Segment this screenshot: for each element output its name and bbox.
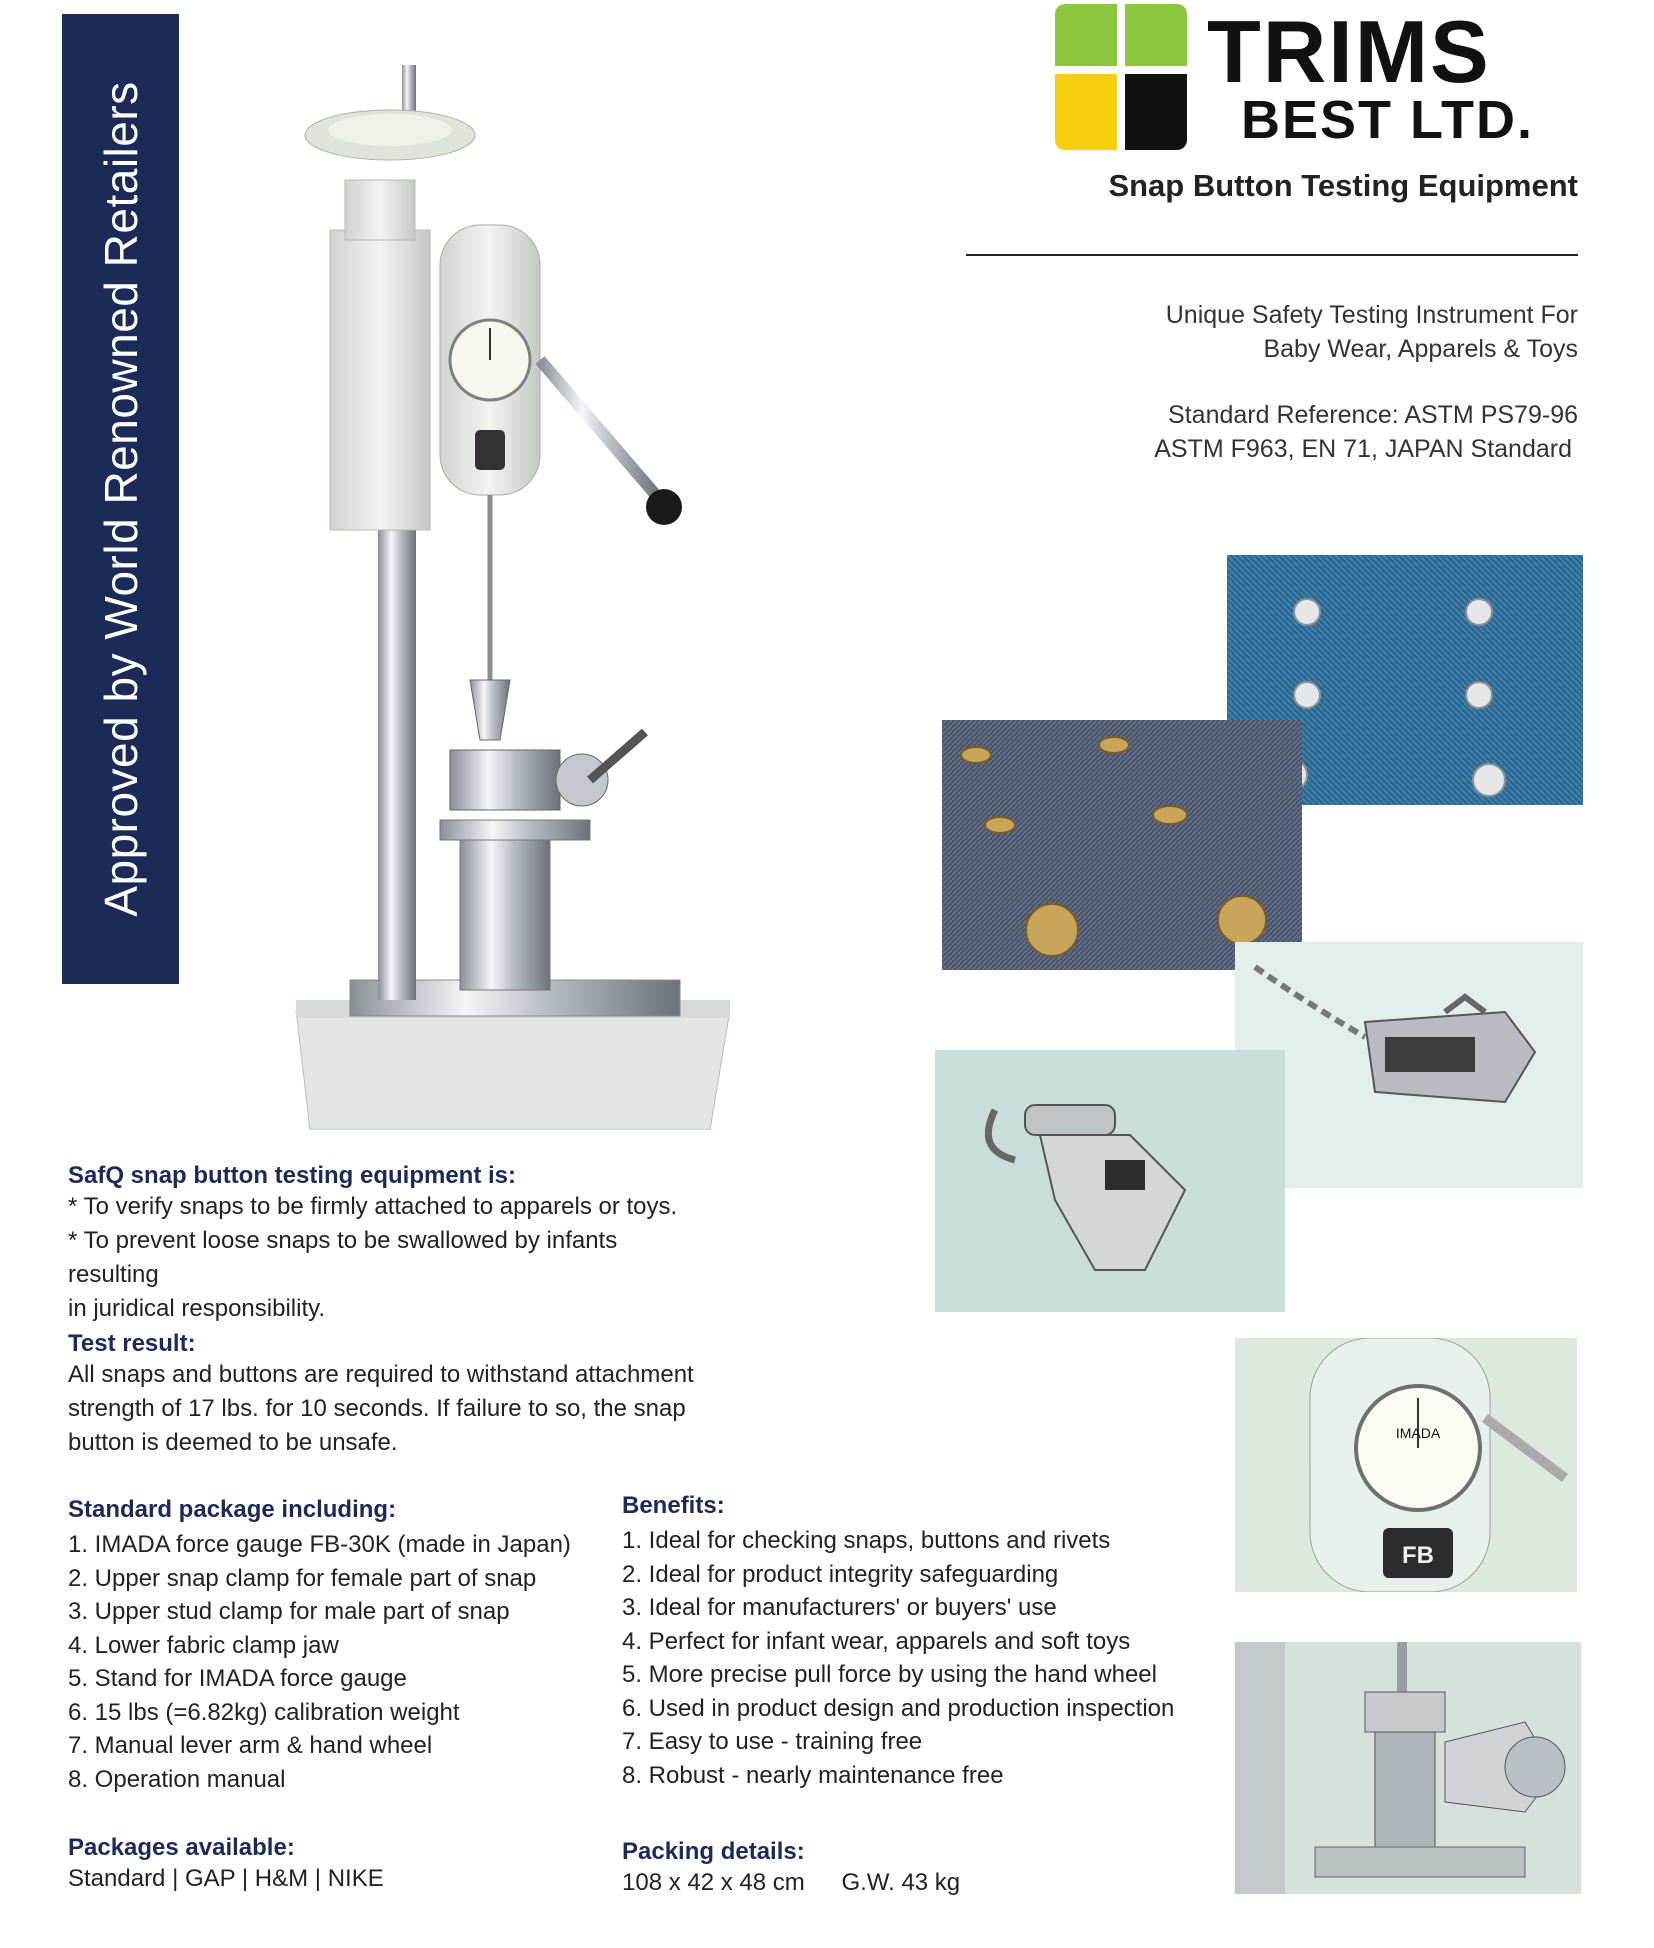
packing-details-values	[622, 1866, 960, 1900]
benefits-heading: Benefits:	[622, 1492, 725, 1519]
benefit-item: 3. Ideal for manufacturers' or buyers' use	[622, 1594, 1057, 1621]
benefits-section	[622, 1492, 1182, 1792]
rivets-graphic	[942, 720, 1302, 970]
clamp-assembly-graphic	[1235, 1642, 1581, 1894]
snap-clamp-photo	[935, 1050, 1285, 1312]
fabric-clamp-graphic	[1235, 942, 1583, 1188]
standard-line-2: ASTM F963, EN 71, JAPAN Standard	[1154, 435, 1572, 463]
header-divider	[966, 254, 1578, 256]
packing-dimensions: 108 x 42 x 48 cm	[622, 1869, 805, 1896]
packing-details-heading: Packing details:	[622, 1838, 805, 1865]
fabric-clamp-photo	[1235, 942, 1583, 1188]
intro-line-2: * To prevent loose snaps to be swallowed by infants resulting	[68, 1227, 618, 1288]
benefit-item: 1. Ideal for checking snaps, buttons and rivets	[622, 1527, 1111, 1554]
package-item: 8. Operation manual	[68, 1765, 286, 1793]
test-result-line-3: button is deemed to be unsafe.	[68, 1429, 398, 1456]
logo-title: TRIMS	[1207, 2, 1491, 101]
snap-clamp-graphic	[935, 1050, 1285, 1312]
package-section	[68, 1496, 608, 1796]
logo-subtitle: BEST LTD.	[1241, 90, 1534, 150]
logo-green-square-right	[1125, 4, 1187, 66]
package-item: 6. 15 lbs (=6.82kg) calibration weight	[68, 1698, 460, 1726]
package-item: 2. Upper snap clamp for female part of snap	[68, 1564, 537, 1592]
intro-line-1: * To verify snaps to be firmly attached to apparels or toys.	[68, 1193, 678, 1220]
packing-weight: G.W. 43 kg	[841, 1869, 961, 1896]
gauge-brand-text: IMADA	[1395, 1425, 1441, 1441]
package-item: 3. Upper stud clamp for male part of snap	[68, 1598, 510, 1625]
packages-available-heading: Packages available:	[68, 1834, 295, 1861]
package-item: 1. IMADA force gauge FB-30K (made in Japan)	[68, 1531, 571, 1558]
banner-text: Approved by World Renowned Retailers	[94, 81, 147, 917]
packing-details-section	[622, 1838, 960, 1900]
test-result-line-2: strength of 17 lbs. for 10 seconds. If failure to so, the snap	[68, 1395, 686, 1422]
tagline-line-2: Baby Wear, Apparels & Toys	[1263, 335, 1578, 363]
force-gauge-closeup-photo	[1235, 1338, 1577, 1592]
package-item: 7. Manual lever arm & hand wheel	[68, 1732, 433, 1759]
intro-line-3: in juridical responsibility.	[68, 1295, 325, 1322]
logo-black-square	[1125, 74, 1187, 150]
vertical-banner	[62, 14, 179, 984]
intro-heading: SafQ snap button testing equipment is:	[68, 1162, 517, 1189]
tagline	[1166, 298, 1578, 366]
standard-reference	[1154, 398, 1578, 466]
clamp-assembly-photo	[1235, 1642, 1581, 1894]
intro-section	[68, 1162, 708, 1326]
standard-line-1: Standard Reference: ASTM PS79-96	[1168, 401, 1578, 429]
benefit-item: 2. Ideal for product integrity safeguarding	[622, 1560, 1059, 1588]
page-subtitle: Snap Button Testing Equipment	[1108, 168, 1578, 203]
benefit-item: 7. Easy to use - training free	[622, 1728, 923, 1755]
company-logo	[1055, 4, 1615, 154]
package-item: 4. Lower fabric clamp jaw	[68, 1631, 339, 1659]
benefit-item: 8. Robust - nearly maintenance free	[622, 1761, 1004, 1789]
force-gauge-closeup-graphic	[1235, 1338, 1577, 1592]
package-heading: Standard package including:	[68, 1496, 397, 1523]
benefit-item: 6. Used in product design and production inspection	[622, 1694, 1175, 1722]
test-result-section	[68, 1330, 708, 1460]
snap-tester-machine-image	[290, 60, 730, 1130]
benefit-item: 5. More precise pull force by using the hand wheel	[622, 1661, 1157, 1688]
rivets-photo	[942, 720, 1302, 970]
logo-green-square-left	[1055, 4, 1117, 66]
test-result-line-1: All snaps and buttons are required to withstand attachment	[68, 1361, 694, 1388]
test-result-heading: Test result:	[68, 1330, 196, 1357]
benefit-item: 4. Perfect for infant wear, apparels and soft toys	[622, 1627, 1131, 1655]
package-item: 5. Stand for IMADA force gauge	[68, 1665, 407, 1692]
gauge-model-text: FB	[1402, 1542, 1434, 1569]
tagline-line-1: Unique Safety Testing Instrument For	[1165, 301, 1578, 329]
packages-available-value: Standard | GAP | H&M | NIKE	[68, 1865, 384, 1892]
packages-available-section	[68, 1834, 384, 1896]
logo-yellow-square	[1055, 74, 1117, 150]
